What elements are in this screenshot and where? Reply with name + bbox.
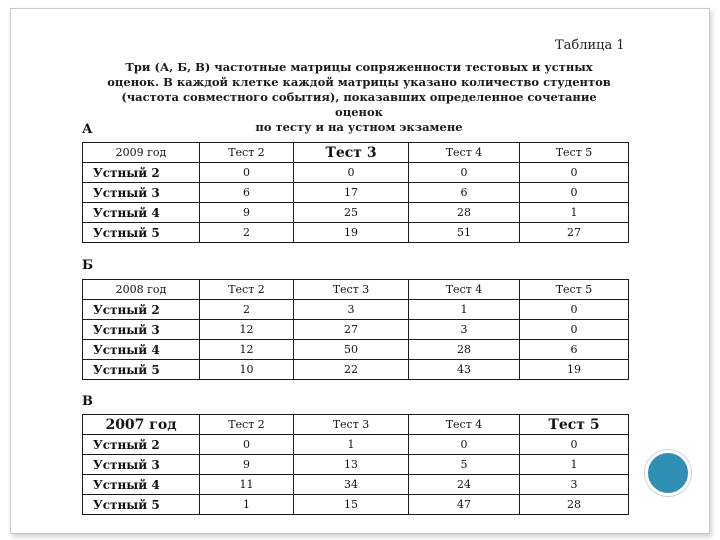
cell: 11 [200, 475, 294, 495]
col-header: Тест 3 [294, 143, 409, 163]
row-header: Устный 2 [83, 435, 200, 455]
cell: 27 [294, 320, 409, 340]
col-header: Тест 4 [409, 280, 520, 300]
cell: 47 [409, 495, 520, 515]
col-header: Тест 5 [520, 280, 629, 300]
cell: 24 [409, 475, 520, 495]
row-header: Устный 3 [83, 183, 200, 203]
cell: 0 [520, 320, 629, 340]
col-header: Тест 5 [520, 415, 629, 435]
row-header: Устный 2 [83, 300, 200, 320]
title-line: Три (А, Б, В) частотные матрицы сопряженности тестовых и устных [125, 60, 593, 74]
cell: 0 [520, 163, 629, 183]
cell: 12 [200, 340, 294, 360]
cell: 1 [409, 300, 520, 320]
col-header: Тест 2 [200, 415, 294, 435]
table-row [83, 475, 629, 495]
cell: 5 [409, 455, 520, 475]
cell: 19 [294, 223, 409, 243]
cell: 2 [200, 223, 294, 243]
title-line: оценок. В каждой клетке каждой матрицы указано количество студентов [107, 75, 611, 89]
col-header: Тест 5 [520, 143, 629, 163]
section-label-v: В [82, 394, 93, 409]
col-header: Тест 2 [200, 143, 294, 163]
table-row [83, 300, 629, 320]
col-header: Тест 3 [294, 280, 409, 300]
table-row [83, 203, 629, 223]
cell: 2 [200, 300, 294, 320]
row-header: Устный 4 [83, 203, 200, 223]
cell: 3 [409, 320, 520, 340]
cell: 1 [520, 455, 629, 475]
cell: 12 [200, 320, 294, 340]
table-header-row [83, 280, 629, 300]
cell: 9 [200, 203, 294, 223]
row-header: Устный 4 [83, 340, 200, 360]
matrix-table-v [82, 414, 629, 515]
cell: 1 [200, 495, 294, 515]
cell: 9 [200, 455, 294, 475]
matrix-table-b [82, 279, 629, 380]
table-row [83, 340, 629, 360]
row-header: Устный 5 [83, 495, 200, 515]
row-header: Устный 2 [83, 163, 200, 183]
cell: 0 [409, 163, 520, 183]
cell: 27 [520, 223, 629, 243]
row-header: Устный 3 [83, 455, 200, 475]
cell: 0 [520, 300, 629, 320]
row-header: Устный 5 [83, 360, 200, 380]
cell: 28 [409, 203, 520, 223]
cell: 19 [520, 360, 629, 380]
cell: 28 [409, 340, 520, 360]
cell: 6 [200, 183, 294, 203]
cell: 34 [294, 475, 409, 495]
table-row [83, 320, 629, 340]
table-row [83, 495, 629, 515]
cell: 25 [294, 203, 409, 223]
col-header: Тест 3 [294, 415, 409, 435]
cell: 10 [200, 360, 294, 380]
table-row [83, 163, 629, 183]
cell: 50 [294, 340, 409, 360]
title-line: по тесту и на устном экзамене [255, 120, 463, 134]
table-title [100, 60, 618, 135]
cell: 1 [520, 203, 629, 223]
table-row [83, 223, 629, 243]
cell: 13 [294, 455, 409, 475]
year-cell: 2008 год [83, 280, 200, 300]
year-cell: 2009 год [83, 143, 200, 163]
cell: 0 [200, 435, 294, 455]
col-header: Тест 4 [409, 415, 520, 435]
col-header: Тест 4 [409, 143, 520, 163]
cell: 0 [409, 435, 520, 455]
cell: 43 [409, 360, 520, 380]
row-header: Устный 5 [83, 223, 200, 243]
table-row [83, 183, 629, 203]
year-cell: 2007 год [83, 415, 200, 435]
cell: 3 [520, 475, 629, 495]
table-header-row [83, 143, 629, 163]
cell: 28 [520, 495, 629, 515]
cell: 51 [409, 223, 520, 243]
cell: 0 [200, 163, 294, 183]
cell: 0 [520, 435, 629, 455]
row-header: Устный 3 [83, 320, 200, 340]
cell: 0 [520, 183, 629, 203]
cell: 6 [520, 340, 629, 360]
cell: 0 [294, 163, 409, 183]
title-line: (частота совместного события), показавших определенное сочетание оценок [121, 90, 597, 119]
table-row [83, 455, 629, 475]
cell: 3 [294, 300, 409, 320]
row-header: Устный 4 [83, 475, 200, 495]
cell: 15 [294, 495, 409, 515]
cell: 17 [294, 183, 409, 203]
cell: 22 [294, 360, 409, 380]
section-label-b: Б [82, 258, 94, 273]
matrix-table-a [82, 142, 629, 243]
cell: 6 [409, 183, 520, 203]
table-row [83, 435, 629, 455]
section-label-a: А [82, 122, 93, 137]
table-header-row [83, 415, 629, 435]
table-row [83, 360, 629, 380]
slide-accent-circle [645, 450, 691, 496]
table-number: Таблица 1 [555, 38, 625, 53]
cell: 1 [294, 435, 409, 455]
col-header: Тест 2 [200, 280, 294, 300]
